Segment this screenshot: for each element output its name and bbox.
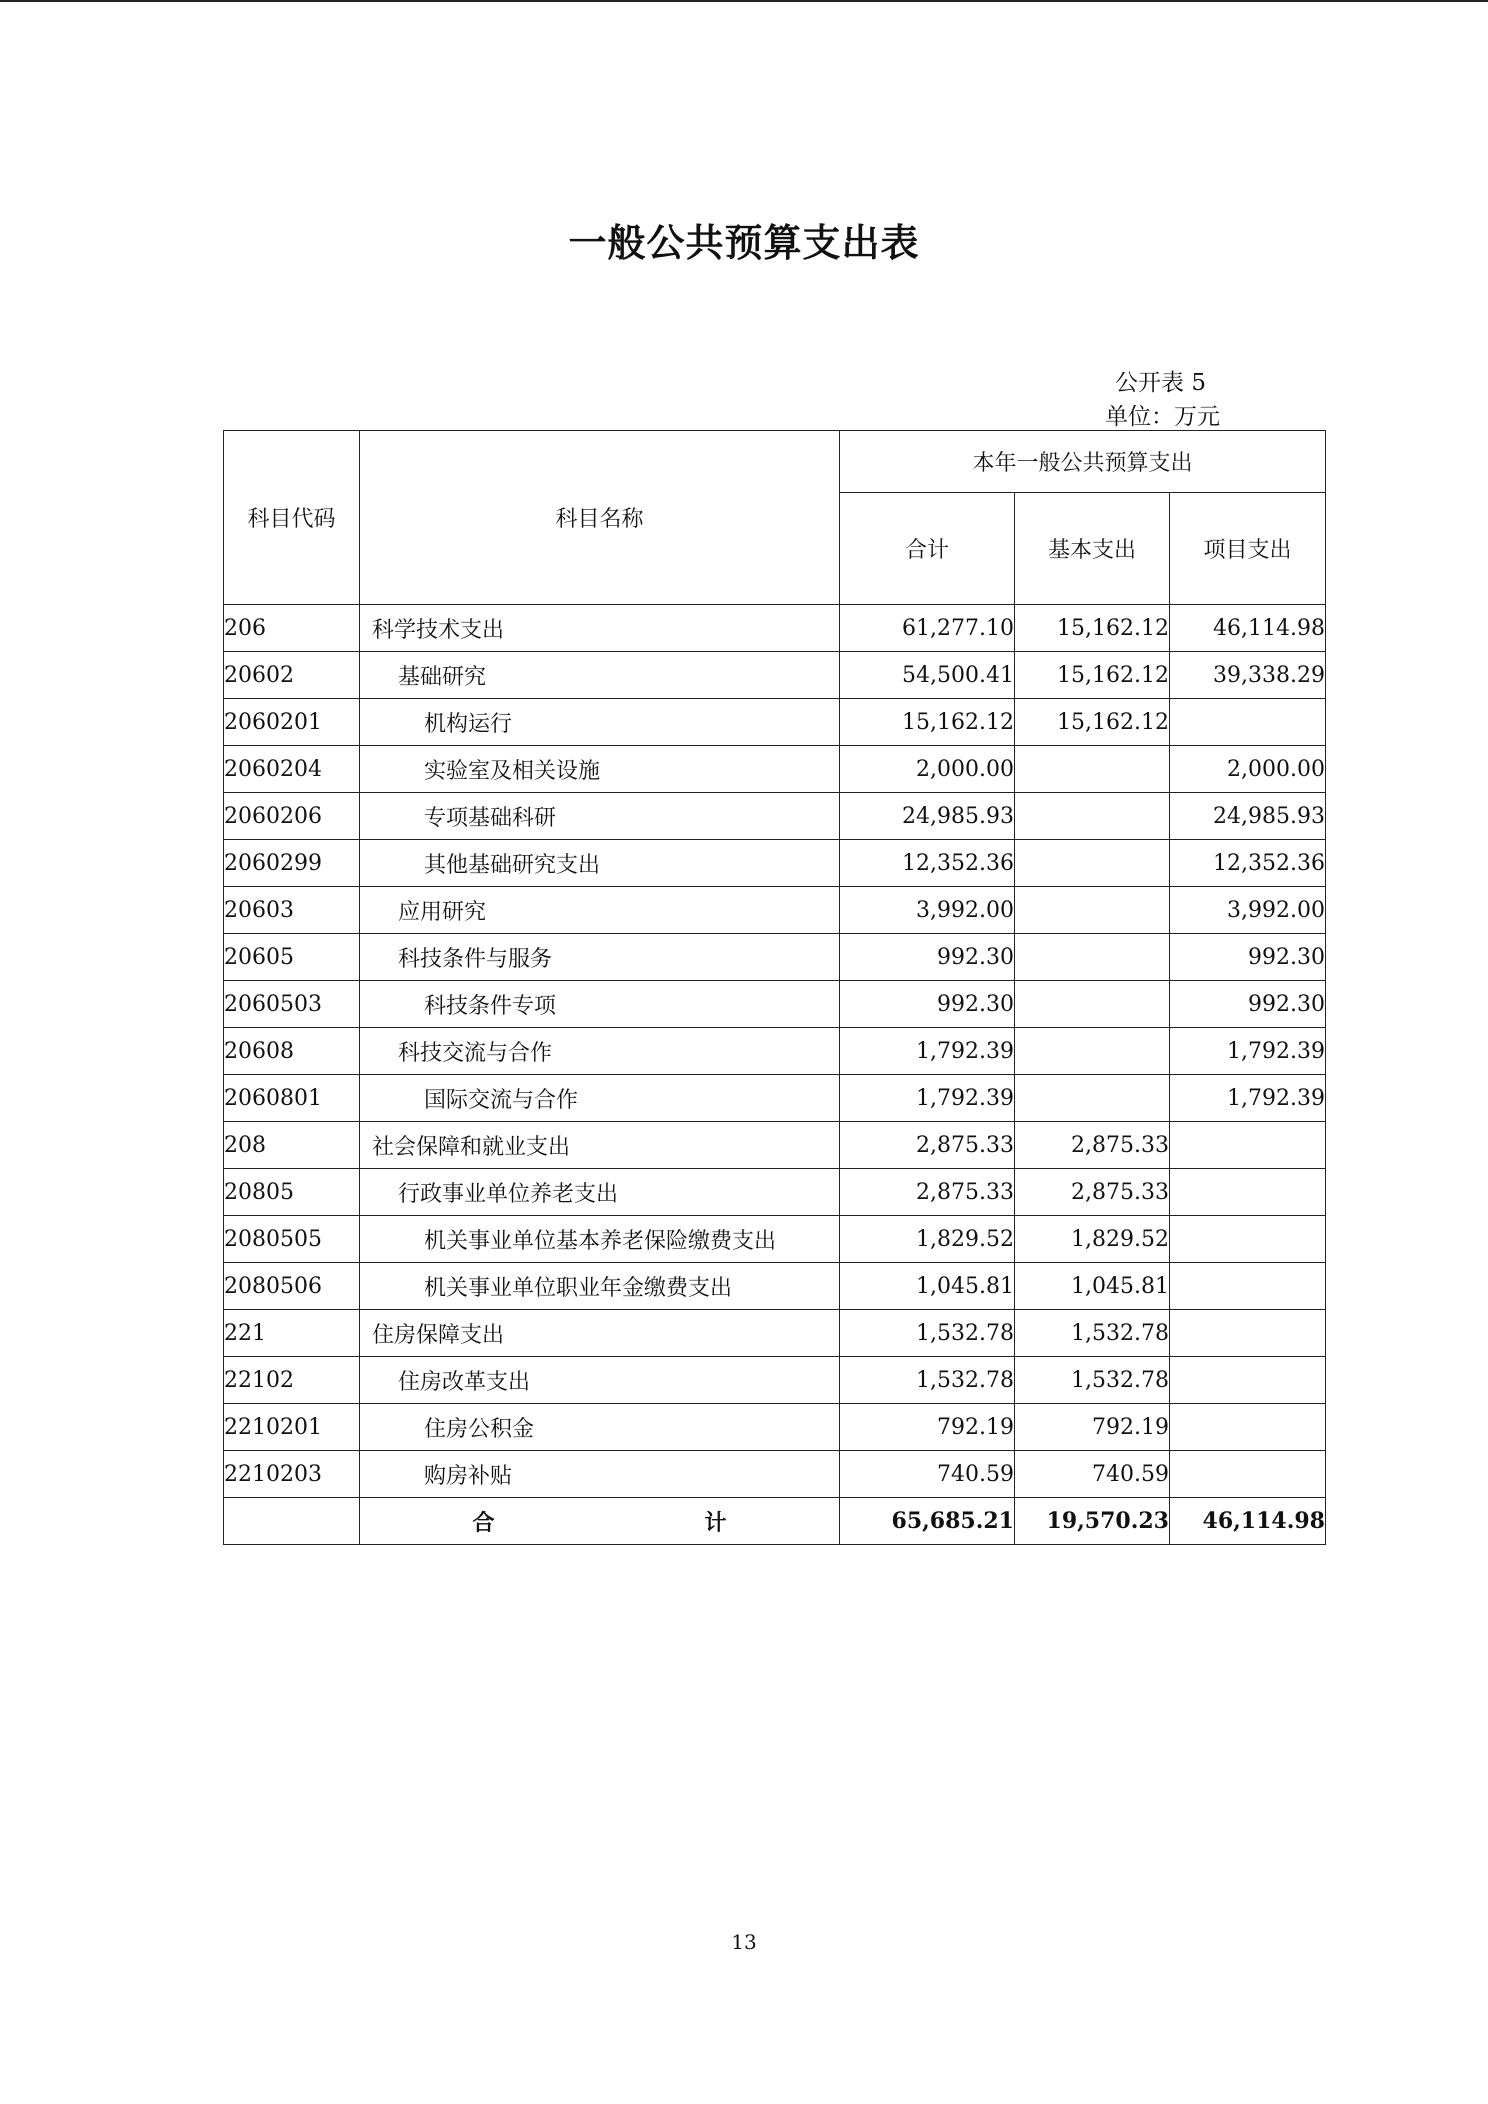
table-row (224, 793, 1326, 840)
row-name: 科技交流与合作 (360, 1028, 840, 1075)
table-number: 公开表 5 (1115, 370, 1206, 396)
row-project (1170, 1263, 1326, 1310)
total-label-right: 计 (704, 1510, 727, 1536)
row-basic: 1,532.78 (1015, 1357, 1170, 1404)
row-basic: 15,162.12 (1015, 699, 1170, 746)
row-basic (1015, 746, 1170, 793)
row-project (1170, 1310, 1326, 1357)
table-row (224, 652, 1326, 699)
row-total: 2,875.33 (840, 1122, 1015, 1169)
row-code: 20602 (224, 652, 360, 699)
table-row (224, 1216, 1326, 1263)
row-code: 2060201 (224, 699, 360, 746)
row-total: 24,985.93 (840, 793, 1015, 840)
row-total: 2,875.33 (840, 1169, 1015, 1216)
table-row (224, 605, 1326, 652)
table-row (224, 1028, 1326, 1075)
row-project (1170, 1122, 1326, 1169)
page-title: 一般公共预算支出表 (568, 221, 920, 265)
row-total: 992.30 (840, 934, 1015, 981)
row-basic: 1,045.81 (1015, 1263, 1170, 1310)
row-project (1170, 1404, 1326, 1451)
row-basic: 15,162.12 (1015, 605, 1170, 652)
row-basic: 1,829.52 (1015, 1216, 1170, 1263)
row-code: 2210203 (224, 1451, 360, 1498)
total-label (360, 1498, 840, 1545)
row-project (1170, 1216, 1326, 1263)
total-row (224, 1498, 1326, 1545)
row-basic: 740.59 (1015, 1451, 1170, 1498)
row-basic (1015, 887, 1170, 934)
row-total: 54,500.41 (840, 652, 1015, 699)
table-row (224, 1357, 1326, 1404)
row-code: 22102 (224, 1357, 360, 1404)
row-total: 1,045.81 (840, 1263, 1015, 1310)
table-row (224, 1451, 1326, 1498)
row-name: 行政事业单位养老支出 (360, 1169, 840, 1216)
row-project: 2,000.00 (1170, 746, 1326, 793)
row-name: 机关事业单位基本养老保险缴费支出 (360, 1216, 840, 1263)
header-name: 科目名称 (360, 431, 840, 605)
row-code: 2080505 (224, 1216, 360, 1263)
row-name: 实验室及相关设施 (360, 746, 840, 793)
row-basic (1015, 840, 1170, 887)
row-project (1170, 1451, 1326, 1498)
page-number: 13 (731, 1930, 757, 1954)
row-code: 2060204 (224, 746, 360, 793)
table-row (224, 699, 1326, 746)
row-name: 基础研究 (360, 652, 840, 699)
row-name: 住房保障支出 (360, 1310, 840, 1357)
row-code: 2060206 (224, 793, 360, 840)
row-total: 1,532.78 (840, 1310, 1015, 1357)
table-row (224, 934, 1326, 981)
row-project: 39,338.29 (1170, 652, 1326, 699)
table-row (224, 1169, 1326, 1216)
row-code: 2210201 (224, 1404, 360, 1451)
table-row (224, 746, 1326, 793)
row-basic (1015, 793, 1170, 840)
row-name: 机关事业单位职业年金缴费支出 (360, 1263, 840, 1310)
row-total: 1,792.39 (840, 1075, 1015, 1122)
table-row (224, 1122, 1326, 1169)
row-code: 20608 (224, 1028, 360, 1075)
row-code: 2060801 (224, 1075, 360, 1122)
row-project: 1,792.39 (1170, 1075, 1326, 1122)
total-sum: 65,685.21 (840, 1498, 1015, 1545)
row-project: 992.30 (1170, 981, 1326, 1028)
row-name: 其他基础研究支出 (360, 840, 840, 887)
unit-label: 单位：万元 (1105, 404, 1220, 430)
row-name: 机构运行 (360, 699, 840, 746)
row-basic: 792.19 (1015, 1404, 1170, 1451)
row-name: 应用研究 (360, 887, 840, 934)
table-row (224, 1310, 1326, 1357)
row-name: 科技条件与服务 (360, 934, 840, 981)
row-total: 15,162.12 (840, 699, 1015, 746)
row-total: 61,277.10 (840, 605, 1015, 652)
row-basic: 1,532.78 (1015, 1310, 1170, 1357)
row-total: 3,992.00 (840, 887, 1015, 934)
total-project: 46,114.98 (1170, 1498, 1326, 1545)
row-basic (1015, 934, 1170, 981)
row-project (1170, 1169, 1326, 1216)
header-total: 合计 (840, 493, 1015, 605)
table-row (224, 1263, 1326, 1310)
row-code: 2060299 (224, 840, 360, 887)
total-basic: 19,570.23 (1015, 1498, 1170, 1545)
total-code-cell (224, 1498, 360, 1545)
header-code: 科目代码 (224, 431, 360, 605)
row-project (1170, 699, 1326, 746)
row-name: 住房改革支出 (360, 1357, 840, 1404)
row-code: 2060503 (224, 981, 360, 1028)
row-total: 1,829.52 (840, 1216, 1015, 1263)
row-total: 12,352.36 (840, 840, 1015, 887)
row-code: 20605 (224, 934, 360, 981)
row-code: 2080506 (224, 1263, 360, 1310)
row-total: 740.59 (840, 1451, 1015, 1498)
row-code: 208 (224, 1122, 360, 1169)
row-basic (1015, 1028, 1170, 1075)
row-code: 20805 (224, 1169, 360, 1216)
row-code: 221 (224, 1310, 360, 1357)
table-row (224, 1075, 1326, 1122)
row-project: 1,792.39 (1170, 1028, 1326, 1075)
total-label-left: 合 (472, 1510, 495, 1536)
row-project: 24,985.93 (1170, 793, 1326, 840)
header-basic: 基本支出 (1015, 493, 1170, 605)
row-name: 购房补贴 (360, 1451, 840, 1498)
header-group: 本年一般公共预算支出 (840, 431, 1326, 493)
row-name: 专项基础科研 (360, 793, 840, 840)
row-total: 792.19 (840, 1404, 1015, 1451)
header-project: 项目支出 (1170, 493, 1326, 605)
row-project: 3,992.00 (1170, 887, 1326, 934)
row-total: 1,532.78 (840, 1357, 1015, 1404)
row-project: 46,114.98 (1170, 605, 1326, 652)
table-row (224, 887, 1326, 934)
row-basic: 2,875.33 (1015, 1169, 1170, 1216)
row-basic (1015, 1075, 1170, 1122)
row-project: 992.30 (1170, 934, 1326, 981)
row-basic: 2,875.33 (1015, 1122, 1170, 1169)
row-name: 科学技术支出 (360, 605, 840, 652)
row-total: 992.30 (840, 981, 1015, 1028)
row-total: 1,792.39 (840, 1028, 1015, 1075)
row-code: 20603 (224, 887, 360, 934)
row-name: 社会保障和就业支出 (360, 1122, 840, 1169)
row-basic (1015, 981, 1170, 1028)
row-name: 国际交流与合作 (360, 1075, 840, 1122)
row-project: 12,352.36 (1170, 840, 1326, 887)
table-row (224, 981, 1326, 1028)
budget-table (223, 430, 1326, 1545)
row-project (1170, 1357, 1326, 1404)
row-code: 206 (224, 605, 360, 652)
table-row (224, 840, 1326, 887)
page-top-border (0, 0, 1488, 2)
table-row (224, 1404, 1326, 1451)
row-basic: 15,162.12 (1015, 652, 1170, 699)
row-name: 住房公积金 (360, 1404, 840, 1451)
row-name: 科技条件专项 (360, 981, 840, 1028)
row-total: 2,000.00 (840, 746, 1015, 793)
